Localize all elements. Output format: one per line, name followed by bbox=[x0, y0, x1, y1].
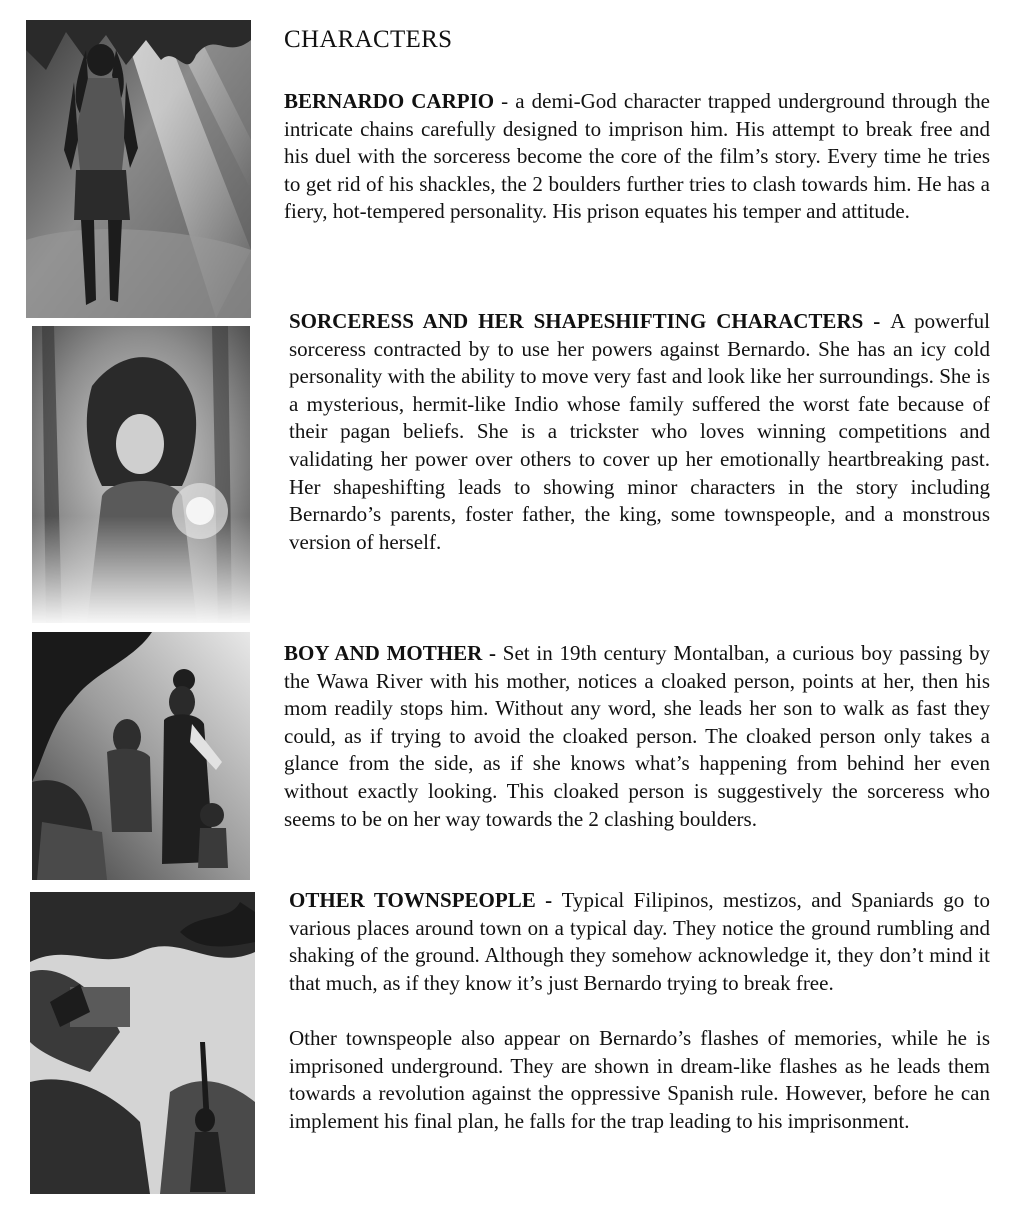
character-description: a demi-God character trapped underground through the intricate chains carefully designed to imprison him. His attempt to break free and his duel with the sorceress become the core of the film’s story. Every time he tries to get rid of his shackles, the 2 boulders further tries to clash towards him. He has a fiery, hot-tempered personality. His prison equates his temper and attitude. bbox=[284, 89, 990, 224]
character-entry-boy-mother bbox=[284, 640, 990, 833]
name-separator: - bbox=[482, 641, 503, 665]
character-entry-sorceress bbox=[289, 308, 990, 556]
name-separator: - bbox=[494, 89, 516, 113]
boy-and-mother-illustration bbox=[32, 632, 250, 880]
character-name: OTHER TOWNSPEOPLE bbox=[289, 888, 536, 912]
sorceress-illustration bbox=[32, 326, 250, 623]
character-name: BOY AND MOTHER bbox=[284, 641, 483, 665]
page-title: CHARACTERS bbox=[284, 26, 453, 53]
character-name: BERNARDO CARPIO bbox=[284, 89, 495, 113]
character-description: A powerful sorceress contracted by to use her powers against Bernardo. She has an icy cold personality with the ability to move very fast and look like her surroundings. She is a mysterious, hermit-like Indio whose family suffered the worst fate because of their pagan beliefs. She is a trickster who loves winning competitions and validating her power over others to cover up her emotionally heartbreaking past. Her shapeshifting leads to showing minor characters in the story including Bernardo’s parents, foster father, the king, some townspeople, and a monstrous version of herself. bbox=[289, 309, 990, 554]
name-separator: - bbox=[535, 888, 562, 912]
character-entry-bernardo bbox=[284, 88, 990, 226]
character-name: SORCERESS AND HER SHAPESHIFTING CHARACTERS bbox=[289, 309, 864, 333]
name-separator: - bbox=[863, 309, 891, 333]
bernardo-illustration bbox=[26, 20, 251, 318]
character-extra-paragraph: Other townspeople also appear on Bernardo’s flashes of memories, while he is imprisoned underground. They are shown in dream-like flashes as he leads them towards a revolution against the oppressive Spanish rule. However, before he can implement his final plan, he falls for the trap leading to his imprisonment. bbox=[289, 1025, 990, 1133]
character-entry-townspeople bbox=[289, 887, 990, 1135]
townspeople-illustration bbox=[30, 892, 255, 1194]
character-description: Set in 19th century Montalban, a curious boy passing by the Wawa River with his mother, notices a cloaked person, points at her, then his mom readily stops him. Without any word, she leads her son to walk as fast they could, as if trying to avoid the cloaked person. The cloaked person only takes a glance from the side, as if she knows what’s happening from behind her even without exactly looking. This cloaked person is suggestively the sorceress who seems to be on her way towards the 2 clashing boulders. bbox=[284, 641, 991, 831]
character-description: Typical Filipinos, mestizos, and Spaniards go to various places around town on a typical day. They notice the ground rumbling and shaking of the ground. Although they somehow acknowledge it, they don’t mind it that much, as if they know it’s just Bernardo trying to break free. bbox=[289, 888, 990, 995]
